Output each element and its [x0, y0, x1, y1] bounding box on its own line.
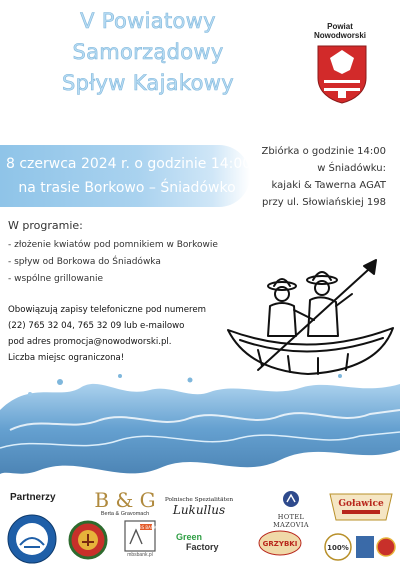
title-line-3: Spływ Kajakowy [62, 71, 234, 95]
golawice-logo [326, 490, 396, 524]
meeting-time: Zbiórka o godzinie 14:00 [261, 146, 386, 157]
mbs-bank-icon [124, 520, 156, 552]
program-item: - złożenie kwiatów pod pomnikiem w Borkowie [8, 240, 218, 250]
registration-email: pod adres promocja@nowodworski.pl. [8, 337, 172, 347]
grzybki-text: GRZYBKI [262, 540, 298, 548]
bg-logo-text: Berta & Gravomach [100, 511, 150, 517]
green-factory-line-2: Factory [186, 542, 219, 552]
meeting-place: w Śniadówku: [317, 163, 386, 174]
mbs-bank-url: mbsbank.pl [127, 552, 153, 558]
hotel-emblem-icon [282, 490, 300, 508]
registration-limit: Liczba miejsc ograniczona! [8, 353, 125, 363]
meeting-info [246, 143, 386, 211]
partners-heading: Partnerzy [10, 492, 56, 503]
lukullus-tagline: Polnische Spezialitäten [164, 497, 234, 503]
green-factory-line-1: Green [176, 532, 203, 542]
title-line-1: V Powiatowy [80, 9, 216, 33]
title-line-2: Samorządowy [72, 40, 224, 64]
mbs-bank-logo [124, 520, 156, 560]
percent-text: 100% [327, 544, 349, 552]
club-badge-logo [68, 520, 108, 560]
program-item: - wspólne grillowanie [8, 274, 104, 284]
date-banner-text [6, 152, 252, 200]
berta-gravomach-logo [90, 489, 160, 517]
hotel-name: HOTEL MAZOVIA [273, 513, 309, 529]
golawice-text: Goławice [338, 499, 384, 509]
lukullus-logo [158, 497, 240, 517]
county-label-line-1: Powiat [327, 22, 353, 31]
meeting-address: przy ul. Słowiańskiej 198 [262, 197, 386, 208]
registration-phones: (22) 765 32 04, 765 32 09 lub e-mailowo [8, 321, 185, 331]
county-label-line-2: Nowodworski [313, 31, 366, 40]
program-title: W programie: [8, 219, 83, 232]
event-date: 8 czerwca 2024 r. o godzinie 14:00 [6, 156, 252, 172]
event-route: na trasie Borkowo – Śniadówko [18, 180, 236, 196]
registration-info [8, 302, 206, 366]
grzybki-logo [258, 530, 302, 556]
agat-logo [6, 513, 58, 565]
meeting-venue: kajaki & Tawerna AGAT [271, 180, 386, 191]
lukullus-name: Lukullus [172, 503, 226, 517]
program-list [8, 237, 218, 288]
green-factory-logo [176, 532, 236, 552]
county-label [300, 22, 380, 40]
hotel-mazovia-logo [263, 490, 319, 529]
event-title [18, 6, 278, 99]
registration-line-1: Obowiązują zapisy telefoniczne pod numerem [8, 305, 207, 315]
program-item: - spływ od Borkowa do Śniadówka [8, 257, 161, 267]
bg-logo-mark: B & G [94, 488, 156, 512]
canoe-paddlers-illustration [218, 250, 398, 400]
mbs-bank-label: MBS BANK [135, 525, 156, 530]
county-crest-icon [316, 44, 368, 104]
quality-badges-logo [324, 530, 396, 564]
